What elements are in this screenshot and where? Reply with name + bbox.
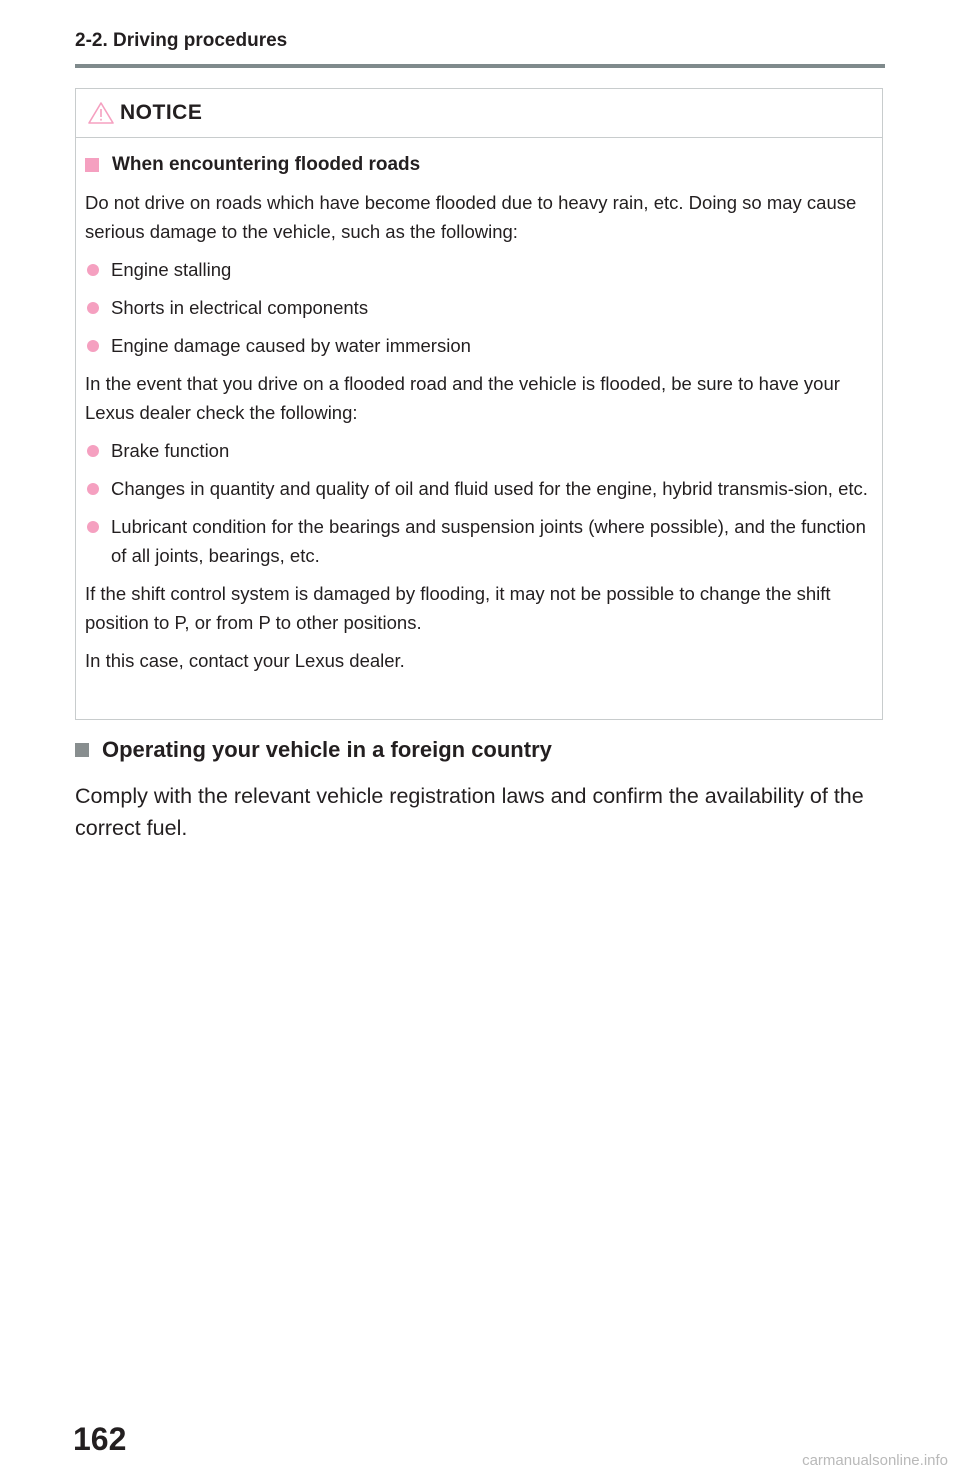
- notice-subheading: [85, 150, 872, 179]
- notice-shift: If the shift control system is damaged by flooding, it may not be possible to change the shift position to P, or from P to other positions.: [85, 583, 831, 633]
- bullet-dot-icon: [87, 340, 99, 352]
- list-item: [85, 293, 872, 322]
- bullet-dot-icon: [87, 483, 99, 495]
- square-bullet-icon: [75, 743, 89, 757]
- list-item: [85, 474, 872, 503]
- notice-contact: In this case, contact your Lexus dealer.: [85, 650, 405, 671]
- list-item: [85, 512, 872, 570]
- warning-triangle-icon: [88, 102, 114, 124]
- header-rule: [75, 64, 885, 68]
- notice-middle: In the event that you drive on a flooded road and the vehicle is flooded, be sure to have your Lexus dealer check the following:: [85, 373, 840, 423]
- notice-intro: Do not drive on roads which have become flooded due to heavy rain, etc. Doing so may cause serious damage to the vehicle, such as the following:: [85, 192, 857, 242]
- list-item-text: Lubricant condition for the bearings and suspension joints (where possible), and the function of all joints, bearings, etc.: [111, 516, 866, 566]
- square-bullet-icon: [85, 158, 99, 172]
- list-item: [85, 331, 872, 360]
- list-item-text: Shorts in electrical components: [111, 297, 369, 318]
- list-item-text: Engine damage caused by water immersion: [111, 335, 471, 356]
- section-heading: [75, 737, 552, 763]
- notice-subheading-text: When encountering flooded roads: [112, 154, 421, 175]
- page-number: 162: [73, 1421, 127, 1457]
- notice-title: NOTICE: [120, 101, 203, 124]
- list-item-text: Engine stalling: [111, 259, 232, 280]
- section-body: Comply with the relevant vehicle registration laws and confirm the availability of the correct fuel.: [75, 784, 864, 840]
- watermark: carmanualsonline.info: [802, 1452, 948, 1469]
- list-item: [85, 436, 872, 465]
- notice-header: [76, 89, 882, 138]
- bullet-dot-icon: [87, 521, 99, 533]
- page-header: 2-2. Driving procedures: [75, 30, 288, 51]
- bullet-dot-icon: [87, 302, 99, 314]
- notice-body: [76, 138, 882, 675]
- list-item-text: Changes in quantity and quality of oil and fluid used for the engine, hybrid transmis-sion, etc.: [111, 478, 868, 499]
- list-item: [85, 255, 872, 284]
- bullet-dot-icon: [87, 445, 99, 457]
- list-item-text: Brake function: [111, 440, 230, 461]
- notice-box: [75, 88, 883, 720]
- section-heading-text: Operating your vehicle in a foreign country: [102, 737, 552, 762]
- bullet-dot-icon: [87, 264, 99, 276]
